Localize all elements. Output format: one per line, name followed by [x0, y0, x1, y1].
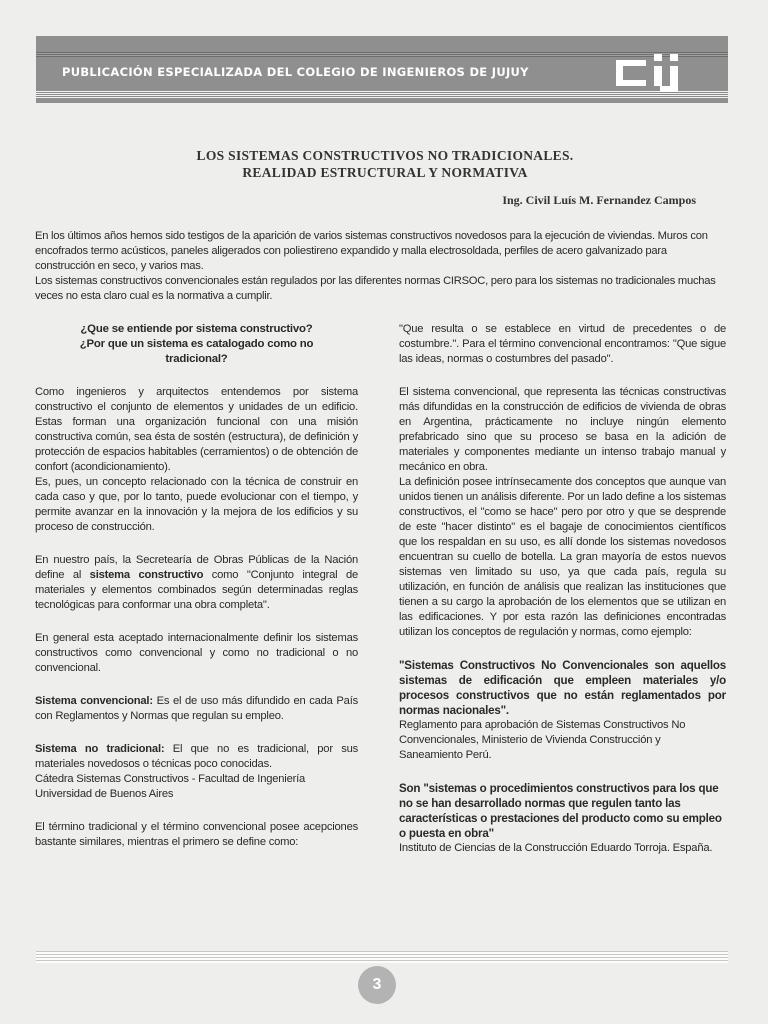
article-intro — [35, 229, 727, 304]
source-citation: Cátedra Sistemas Constructivos - Facultad de Ingeniería Universidad de Buenos Aires — [35, 773, 306, 800]
publication-title: PUBLICACIÓN ESPECIALIZADA DEL COLEGIO DE INGENIEROS DE JUJUY — [62, 65, 529, 79]
footer-rule — [36, 951, 728, 963]
quote: "Sistemas Constructivos No Convencionales son aquellos sistemas de edificación que empleen materiales y/o procesos constructivos que no están reglamentados por normas nacionales". — [399, 659, 726, 717]
intro-paragraph: Los sistemas constructivos convencionales están regulados por las diferentes normas CIRSOC, pero para los sistemas no tradicionales muchas veces no esta claro cual es la normativa a cumplir. — [35, 275, 716, 302]
definition-term: Sistema no tradicional: — [35, 743, 165, 755]
body-paragraph — [35, 742, 358, 772]
body-paragraph: En general esta aceptado internacionalmente definir los sistemas constructivos como convencional y como no tradicional o no convencional. — [35, 632, 358, 674]
page-number: 3 — [358, 966, 396, 1004]
publication-header — [36, 36, 728, 103]
article-title — [100, 147, 670, 181]
body-paragraph: "Que resulta o se establece en virtud de precedentes o de costumbre.". Para el término convencional encontramos: "Que sigue las ideas, normas o costumbres del pasado". — [399, 323, 726, 365]
definition-text: Es el de uso más difundido en cada País con Reglamentos y Normas que regulan su empleo. — [35, 695, 358, 722]
header-stripe — [36, 91, 728, 98]
title-line: REALIDAD ESTRUCTURAL Y NORMATIVA — [242, 165, 528, 180]
intro-paragraph: En los últimos años hemos sido testigos de la aparición de varios sistemas constructivos novedosos para la ejecución de viviendas. Muros con encofrados termo acústicos, paneles aligerados con poliestireno expandido y malla electrosoldada, perfiles de acero galvanizado para construcción en seco, y varios mas. — [35, 230, 708, 272]
body-paragraph: Es, pues, un concepto relacionado con la técnica de construir en cada caso y que, por lo tanto, puede evolucionar con el tiempo, y permite avanzar en la innovación y la mejora de los edificios y su proceso de construcción. — [35, 476, 358, 533]
source-citation: Instituto de Ciencias de la Construcción Eduardo Torroja. España. — [399, 842, 713, 854]
body-paragraph: La definición posee intrínsecamente dos conceptos que aunque van unidos tienen un análisis diferente. Por un lado define a los sistemas constructivos, el "como se hace" pero por otro y que se desprende de este "hacer distinto" es el bagaje de conocimientos científicos que los respaldan en su uso, es allí donde los sistemas novedosos encuentran su cuello de botella. La gran mayoría de estos nuevos sistemas ven limitado su uso, ya que cada país, regula su utilización, en función de análisis que realizan las instituciones que tienen a su cargo la aprobación de los elementos que se utilizan en las edificaciones. Y por esta razón las definiciones encontradas utilizan los conceptos de regulación y normas, como ejemplo: — [399, 476, 726, 638]
right-column — [399, 322, 726, 870]
emphasis: sistema constructivo — [89, 569, 204, 581]
source-citation: Reglamento para aprobación de Sistemas Constructivos No Convencionales, Ministerio de Vivienda Construcción y Saneamiento Perú. — [399, 719, 686, 761]
section-heading: ¿Que se entiende por sistema constructivo? — [80, 323, 313, 335]
article-author: Ing. Civil Luís M. Fernandez Campos — [502, 193, 696, 207]
definition-term: Sistema convencional: — [35, 695, 153, 707]
body-paragraph — [35, 694, 358, 724]
body-paragraph: El término tradicional y el término convencional posee acepciones bastante similares, mientras el primero se define como: — [35, 821, 358, 848]
left-column — [35, 322, 358, 864]
quote: Son "sistemas o procedimientos constructivos para los que no se han desarrollado normas que regulen tanto las características o prestaciones del producto como su empleo o puesta en obra" — [399, 782, 722, 840]
definition-text: El que no es tradicional, por sus materiales novedosos o técnicas poco conocidas. — [35, 743, 359, 770]
text-run: como "Conjunto integral de materiales y elementos combinados según determinadas reglas tecnológicas para conformar una obra completa". — [35, 569, 359, 611]
title-line: LOS SISTEMAS CONSTRUCTIVOS NO TRADICIONALES. — [196, 148, 574, 163]
body-paragraph: El sistema convencional, que representa las técnicas constructivas más difundidas en la construcción de edificios de vivienda de obras en Argentina, prácticamente no incluye ningún elemento prefabricado sino que su proceso se basa en la adición de materiales y componentes mediante un intenso trabajo manual y mecánico en obra. — [399, 386, 726, 473]
cij-logo-icon — [616, 50, 702, 92]
body-paragraph: Como ingenieros y arquitectos entendemos por sistema constructivo el conjunto de elementos y unidades de un edificio. Estas forman una organización funcional con una misión constructiva común, sea ésta de sostén (estructura), de definición y protección de espacios habitables (cerramientos) o de obtención de confort (acondicionamiento). — [35, 386, 358, 473]
section-heading: ¿Por que un sistema es catalogado como no tradicional? — [79, 338, 314, 365]
text-run: En nuestro país, la Secretearía de Obras Públicas de la Nación define al — [35, 554, 358, 581]
body-paragraph — [35, 553, 358, 613]
